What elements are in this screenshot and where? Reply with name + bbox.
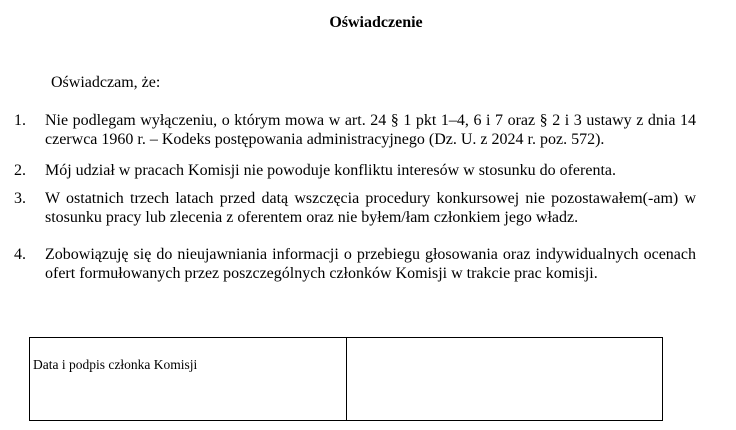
list-item-number: 1. — [14, 112, 26, 129]
list-item — [14, 161, 696, 180]
document-title: Oświadczenie — [329, 14, 423, 31]
signature-table — [29, 337, 663, 421]
intro-text: Oświadczam, że: — [51, 74, 161, 91]
signature-field — [347, 338, 662, 420]
list-item-number: 2. — [14, 162, 26, 179]
list-item-text: Zobowiązuję się do nieujawniania informacji o przebiegu głosowania oraz indywidualnych ocenach ofert formułowanych przez poszczególnych członków Komisji w trakcie prac komisji. — [45, 246, 696, 282]
signature-label-cell — [30, 338, 347, 420]
list-item — [14, 189, 696, 227]
signature-label: Data i podpis członka Komisji — [33, 357, 198, 372]
list-item-text: W ostatnich trzech latach przed datą wszczęcia procedury konkursowej nie pozostawałem(-am) w stosunku pracy lub zlecenia z oferentem oraz nie byłem/łam członkiem jego władz. — [45, 190, 696, 226]
list-item-text: Nie podlegam wyłączeniu, o którym mowa w art. 24 § 1 pkt 1–4, 6 i 7 oraz § 2 i 3 ustawy z dnia 14 czerwca 1960 r. – Kodeks postępowania administracyjnego (Dz. U. z 2024 r. poz. 572). — [45, 112, 696, 148]
list-item-number: 3. — [14, 190, 26, 207]
list-item — [14, 111, 696, 149]
list-item-number: 4. — [14, 246, 26, 263]
list-item-text: Mój udział w pracach Komisji nie powoduje konfliktu interesów w stosunku do oferenta. — [45, 162, 616, 179]
list-item — [14, 245, 696, 283]
